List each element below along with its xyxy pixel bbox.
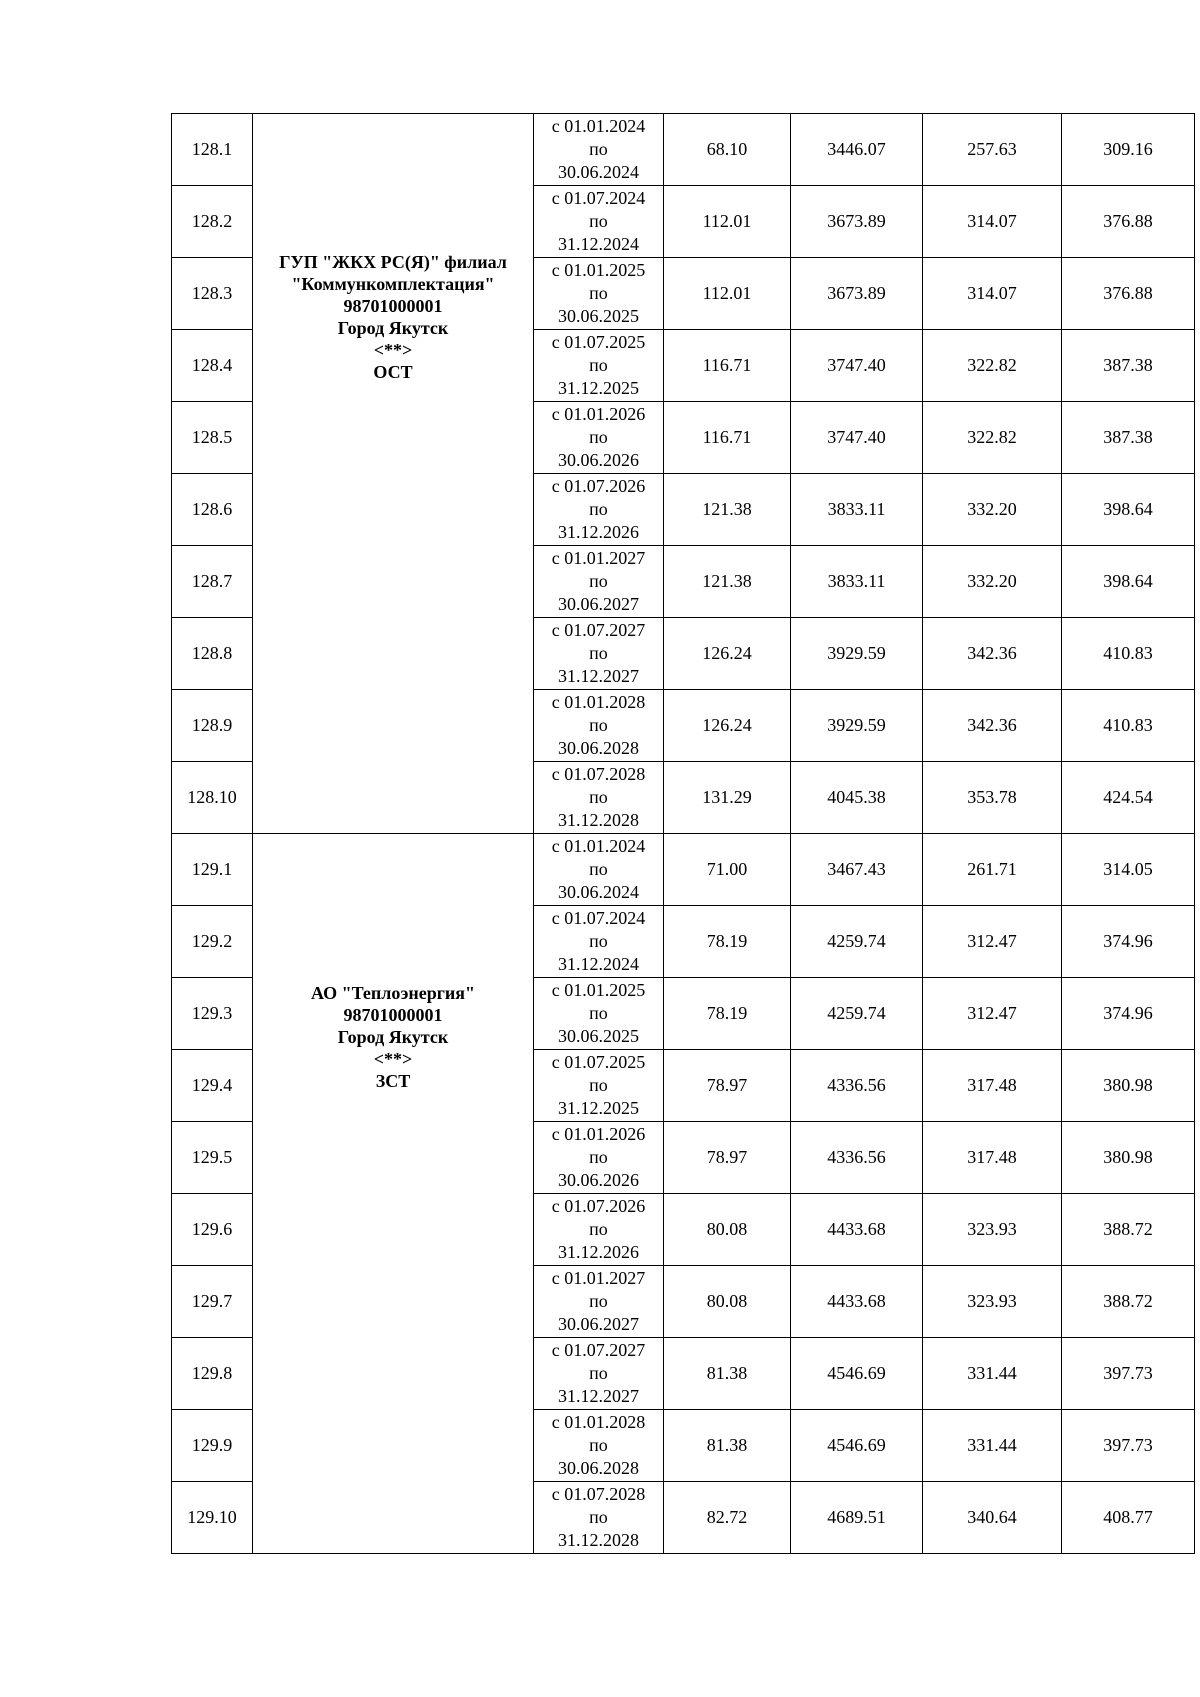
value-cell-col2: 4546.69 <box>791 1410 923 1482</box>
period-to: 30.06.2028 <box>558 1458 639 1478</box>
organization-name <box>253 982 533 1092</box>
value-cell-col3: 314.07 <box>923 258 1062 330</box>
value-cell-col4: 388.72 <box>1062 1266 1195 1338</box>
value-cell-col1: 80.08 <box>664 1194 791 1266</box>
period-to: 31.12.2028 <box>558 1530 639 1550</box>
value-cell-col4: 387.38 <box>1062 330 1195 402</box>
period-from: с 01.07.2025 <box>551 1052 646 1072</box>
organization-name <box>253 251 533 383</box>
period-mid: по <box>589 1507 608 1527</box>
period-mid: по <box>589 499 608 519</box>
period-mid: по <box>589 1219 608 1239</box>
value-cell-col4: 397.73 <box>1062 1410 1195 1482</box>
row-number-cell: 128.7 <box>172 546 253 618</box>
period-to: 31.12.2025 <box>558 1098 639 1118</box>
value-cell-col4: 388.72 <box>1062 1194 1195 1266</box>
value-cell-col1: 126.24 <box>664 618 791 690</box>
organization-line: "Коммункомплектация" <box>291 274 495 294</box>
period-mid: по <box>589 1291 608 1311</box>
value-cell-col3: 323.93 <box>923 1194 1062 1266</box>
period-from: с 01.07.2025 <box>551 332 646 352</box>
period-to: 30.06.2025 <box>558 306 639 326</box>
value-cell-col3: 312.47 <box>923 978 1062 1050</box>
value-cell-col4: 376.88 <box>1062 258 1195 330</box>
period-from: с 01.07.2024 <box>551 908 646 928</box>
value-cell-col4: 376.88 <box>1062 186 1195 258</box>
period-cell <box>534 1194 664 1266</box>
value-cell-col1: 78.97 <box>664 1122 791 1194</box>
period-cell <box>534 762 664 834</box>
organization-cell <box>253 834 534 1554</box>
period-cell <box>534 330 664 402</box>
row-number-cell: 129.10 <box>172 1482 253 1554</box>
value-cell-col1: 112.01 <box>664 258 791 330</box>
value-cell-col3: 317.48 <box>923 1122 1062 1194</box>
period-from: с 01.01.2028 <box>551 692 646 712</box>
value-cell-col3: 312.47 <box>923 906 1062 978</box>
value-cell-col2: 4259.74 <box>791 978 923 1050</box>
value-cell-col1: 121.38 <box>664 546 791 618</box>
organization-line: ГУП "ЖКХ РС(Я)" филиал <box>279 252 507 272</box>
row-number-cell: 128.1 <box>172 114 253 186</box>
value-cell-col2: 4045.38 <box>791 762 923 834</box>
organization-line: 98701000001 <box>343 1005 443 1025</box>
period-to: 31.12.2027 <box>558 666 639 686</box>
value-cell-col1: 121.38 <box>664 474 791 546</box>
row-number-cell: 129.1 <box>172 834 253 906</box>
value-cell-col2: 4336.56 <box>791 1050 923 1122</box>
value-cell-col1: 78.97 <box>664 1050 791 1122</box>
value-cell-col3: 332.20 <box>923 546 1062 618</box>
value-cell-col4: 424.54 <box>1062 762 1195 834</box>
period-to: 30.06.2027 <box>558 594 639 614</box>
value-cell-col3: 257.63 <box>923 114 1062 186</box>
value-cell-col2: 3446.07 <box>791 114 923 186</box>
period-mid: по <box>589 427 608 447</box>
period-from: с 01.07.2024 <box>551 188 646 208</box>
table-row <box>172 114 1195 186</box>
value-cell-col1: 68.10 <box>664 114 791 186</box>
value-cell-col4: 309.16 <box>1062 114 1195 186</box>
period-to: 30.06.2027 <box>558 1314 639 1334</box>
period-from: с 01.07.2026 <box>551 1196 646 1216</box>
period-mid: по <box>589 1363 608 1383</box>
value-cell-col4: 408.77 <box>1062 1482 1195 1554</box>
value-cell-col4: 374.96 <box>1062 978 1195 1050</box>
value-cell-col3: 342.36 <box>923 690 1062 762</box>
value-cell-col2: 3929.59 <box>791 690 923 762</box>
period-cell <box>534 1122 664 1194</box>
period-mid: по <box>589 283 608 303</box>
period-from: с 01.07.2028 <box>551 764 646 784</box>
period-cell <box>534 1338 664 1410</box>
value-cell-col4: 374.96 <box>1062 906 1195 978</box>
period-cell <box>534 186 664 258</box>
value-cell-col1: 80.08 <box>664 1266 791 1338</box>
organization-line: Город Якутск <box>337 318 449 338</box>
value-cell-col3: 261.71 <box>923 834 1062 906</box>
value-cell-col3: 323.93 <box>923 1266 1062 1338</box>
value-cell-col2: 4689.51 <box>791 1482 923 1554</box>
row-number-cell: 129.6 <box>172 1194 253 1266</box>
value-cell-col1: 116.71 <box>664 402 791 474</box>
row-number-cell: 128.8 <box>172 618 253 690</box>
row-number-cell: 128.4 <box>172 330 253 402</box>
period-to: 31.12.2028 <box>558 810 639 830</box>
value-cell-col3: 322.82 <box>923 330 1062 402</box>
period-from: с 01.01.2024 <box>551 836 646 856</box>
period-mid: по <box>589 715 608 735</box>
row-number-cell: 128.5 <box>172 402 253 474</box>
period-to: 30.06.2026 <box>558 450 639 470</box>
value-cell-col2: 3747.40 <box>791 330 923 402</box>
period-from: с 01.07.2026 <box>551 476 646 496</box>
period-mid: по <box>589 1147 608 1167</box>
period-cell <box>534 1266 664 1338</box>
period-cell <box>534 546 664 618</box>
value-cell-col4: 410.83 <box>1062 618 1195 690</box>
organization-line: Город Якутск <box>337 1027 449 1047</box>
period-mid: по <box>589 931 608 951</box>
period-to: 30.06.2028 <box>558 738 639 758</box>
period-cell <box>534 834 664 906</box>
row-number-cell: 129.7 <box>172 1266 253 1338</box>
value-cell-col4: 410.83 <box>1062 690 1195 762</box>
period-cell <box>534 906 664 978</box>
row-number-cell: 128.3 <box>172 258 253 330</box>
value-cell-col3: 353.78 <box>923 762 1062 834</box>
value-cell-col1: 131.29 <box>664 762 791 834</box>
period-mid: по <box>589 859 608 879</box>
row-number-cell: 129.2 <box>172 906 253 978</box>
value-cell-col1: 78.19 <box>664 978 791 1050</box>
value-cell-col2: 3833.11 <box>791 546 923 618</box>
value-cell-col2: 3929.59 <box>791 618 923 690</box>
value-cell-col3: 322.82 <box>923 402 1062 474</box>
row-number-cell: 129.5 <box>172 1122 253 1194</box>
period-from: с 01.01.2027 <box>551 548 646 568</box>
period-cell <box>534 978 664 1050</box>
period-to: 30.06.2025 <box>558 1026 639 1046</box>
value-cell-col1: 81.38 <box>664 1338 791 1410</box>
period-cell <box>534 690 664 762</box>
value-cell-col4: 398.64 <box>1062 546 1195 618</box>
value-cell-col2: 4433.68 <box>791 1266 923 1338</box>
period-mid: по <box>589 1075 608 1095</box>
row-number-cell: 128.6 <box>172 474 253 546</box>
period-cell <box>534 618 664 690</box>
row-number-cell: 128.10 <box>172 762 253 834</box>
value-cell-col3: 317.48 <box>923 1050 1062 1122</box>
period-cell <box>534 402 664 474</box>
table-row <box>172 834 1195 906</box>
period-from: с 01.01.2025 <box>551 260 646 280</box>
value-cell-col4: 398.64 <box>1062 474 1195 546</box>
value-cell-col2: 4259.74 <box>791 906 923 978</box>
period-mid: по <box>589 139 608 159</box>
value-cell-col2: 3833.11 <box>791 474 923 546</box>
value-cell-col4: 397.73 <box>1062 1338 1195 1410</box>
row-number-cell: 129.8 <box>172 1338 253 1410</box>
value-cell-col3: 331.44 <box>923 1338 1062 1410</box>
organization-cell <box>253 114 534 834</box>
period-to: 31.12.2025 <box>558 378 639 398</box>
period-cell <box>534 474 664 546</box>
period-cell <box>534 258 664 330</box>
period-to: 31.12.2026 <box>558 1242 639 1262</box>
period-from: с 01.07.2027 <box>551 1340 646 1360</box>
value-cell-col1: 71.00 <box>664 834 791 906</box>
value-cell-col4: 380.98 <box>1062 1050 1195 1122</box>
period-to: 31.12.2027 <box>558 1386 639 1406</box>
value-cell-col3: 342.36 <box>923 618 1062 690</box>
value-cell-col4: 314.05 <box>1062 834 1195 906</box>
period-from: с 01.01.2027 <box>551 1268 646 1288</box>
row-number-cell: 129.3 <box>172 978 253 1050</box>
value-cell-col2: 4336.56 <box>791 1122 923 1194</box>
period-from: с 01.01.2024 <box>551 116 646 136</box>
value-cell-col1: 82.72 <box>664 1482 791 1554</box>
value-cell-col2: 3673.89 <box>791 186 923 258</box>
value-cell-col2: 4433.68 <box>791 1194 923 1266</box>
value-cell-col1: 81.38 <box>664 1410 791 1482</box>
row-number-cell: 128.2 <box>172 186 253 258</box>
period-mid: по <box>589 571 608 591</box>
period-cell <box>534 1050 664 1122</box>
tariff-table-wrapper <box>171 113 1194 1554</box>
period-from: с 01.07.2028 <box>551 1484 646 1504</box>
period-mid: по <box>589 1435 608 1455</box>
tariff-table <box>171 113 1195 1554</box>
period-cell <box>534 1410 664 1482</box>
tariff-table-body <box>172 114 1195 1554</box>
period-mid: по <box>589 643 608 663</box>
organization-line: <**> <box>373 1049 413 1069</box>
period-from: с 01.01.2028 <box>551 1412 646 1432</box>
organization-line: 98701000001 <box>343 296 443 316</box>
period-mid: по <box>589 1003 608 1023</box>
value-cell-col2: 4546.69 <box>791 1338 923 1410</box>
value-cell-col2: 3673.89 <box>791 258 923 330</box>
value-cell-col3: 340.64 <box>923 1482 1062 1554</box>
period-mid: по <box>589 355 608 375</box>
period-to: 31.12.2024 <box>558 954 639 974</box>
period-cell <box>534 114 664 186</box>
period-to: 31.12.2024 <box>558 234 639 254</box>
row-number-cell: 129.9 <box>172 1410 253 1482</box>
period-to: 30.06.2026 <box>558 1170 639 1190</box>
value-cell-col3: 331.44 <box>923 1410 1062 1482</box>
value-cell-col4: 387.38 <box>1062 402 1195 474</box>
value-cell-col3: 314.07 <box>923 186 1062 258</box>
value-cell-col2: 3747.40 <box>791 402 923 474</box>
value-cell-col1: 116.71 <box>664 330 791 402</box>
period-cell <box>534 1482 664 1554</box>
period-to: 30.06.2024 <box>558 162 639 182</box>
organization-line: <**> <box>373 340 413 360</box>
period-to: 31.12.2026 <box>558 522 639 542</box>
organization-line: АО "Теплоэнергия" <box>310 983 476 1003</box>
period-to: 30.06.2024 <box>558 882 639 902</box>
period-from: с 01.07.2027 <box>551 620 646 640</box>
row-number-cell: 129.4 <box>172 1050 253 1122</box>
value-cell-col3: 332.20 <box>923 474 1062 546</box>
period-mid: по <box>589 211 608 231</box>
period-from: с 01.01.2025 <box>551 980 646 1000</box>
row-number-cell: 128.9 <box>172 690 253 762</box>
value-cell-col2: 3467.43 <box>791 834 923 906</box>
period-mid: по <box>589 787 608 807</box>
period-from: с 01.01.2026 <box>551 1124 646 1144</box>
value-cell-col1: 78.19 <box>664 906 791 978</box>
value-cell-col4: 380.98 <box>1062 1122 1195 1194</box>
value-cell-col1: 112.01 <box>664 186 791 258</box>
value-cell-col1: 126.24 <box>664 690 791 762</box>
period-from: с 01.01.2026 <box>551 404 646 424</box>
organization-line: ЗСТ <box>375 1071 411 1091</box>
organization-line: ОСТ <box>373 362 413 382</box>
